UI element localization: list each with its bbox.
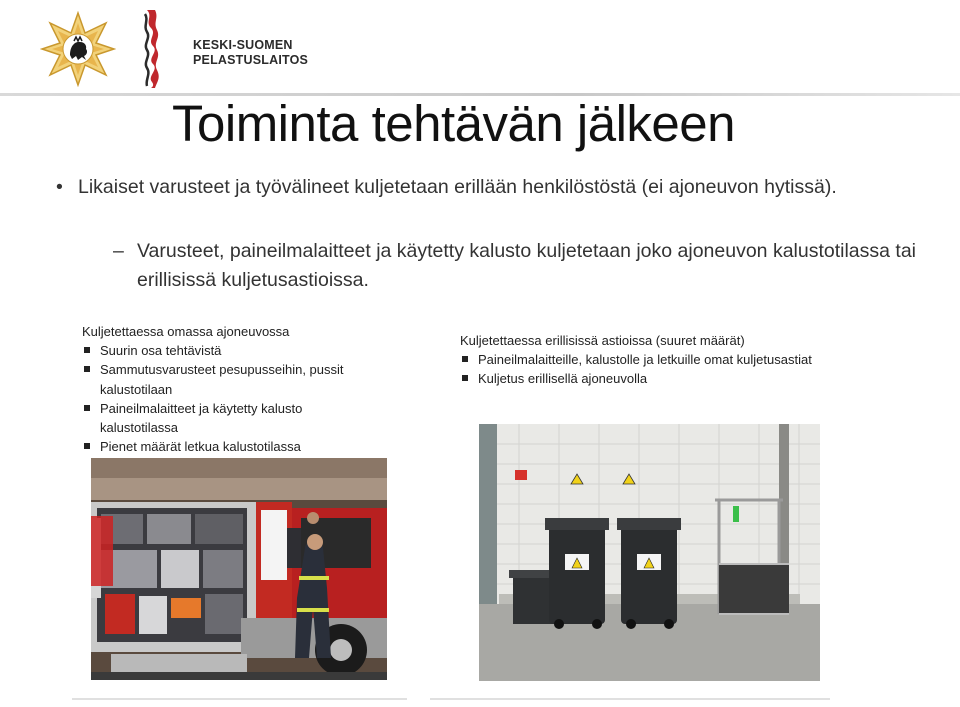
left-column-heading: Kuljetettaessa omassa ajoneuvossa: [82, 324, 290, 339]
sub-bullet-text: Varusteet, paineilmalaitteet ja käytetty kalusto kuljetetaan joko ajoneuvon kalustotilassa tai erillisissä kuljetusastioissa.: [137, 240, 917, 291]
left-column: [82, 322, 382, 456]
list-item: [82, 399, 382, 437]
org-name-line2: PELASTUSLAITOS: [193, 53, 309, 67]
square-bullet-icon: [462, 356, 468, 362]
org-name-line1: KESKI-SUOMEN: [193, 38, 293, 52]
left-column-list: [82, 341, 382, 456]
list-item: [82, 341, 382, 360]
right-column-heading: Kuljetettaessa erillisissä astioissa (suuret määrät): [460, 333, 745, 348]
list-item: [460, 369, 820, 388]
list-item-text: Pienet määrät letkua kalustotilassa: [100, 439, 301, 455]
footer-rule-left: [72, 698, 407, 700]
list-item: [82, 360, 382, 398]
sub-bullet: [113, 237, 917, 295]
rescue-star-logo-icon: [40, 11, 116, 87]
list-item-text: Suurin osa tehtävistä: [100, 343, 222, 359]
brand-red-flame-bar: [143, 8, 161, 90]
square-bullet-icon: [84, 405, 90, 411]
main-bullet-text: Likaiset varusteet ja työvälineet kuljetetaan erillään henkilöstöstä (ei ajoneuvon hytissä).: [78, 176, 837, 198]
list-item-text: Kuljetus erillisellä ajoneuvolla: [478, 371, 648, 387]
list-item: [82, 437, 382, 456]
organization-name: [193, 38, 308, 68]
square-bullet-icon: [84, 347, 90, 353]
list-item-text: Sammutusvarusteet pesupusseihin, pussit kalustotilaan: [100, 362, 344, 397]
square-bullet-icon: [462, 375, 468, 381]
list-item-text: Paineilmalaitteille, kalustolle ja letkuille omat kuljetusastiat: [478, 352, 812, 368]
list-item-text: Paineilmalaitteet ja käytetty kalusto kalustotilassa: [100, 400, 303, 436]
square-bullet-icon: [84, 366, 90, 372]
main-bullet: [56, 174, 918, 201]
square-bullet-icon: [84, 443, 90, 449]
list-item: [460, 350, 820, 369]
fire-truck-photo: [91, 458, 387, 680]
transport-bins-photo: [479, 424, 820, 681]
bullet-dot-icon: •: [56, 176, 63, 198]
slide-title: Toiminta tehtävän jälkeen: [172, 95, 736, 152]
bullet-dash-icon: –: [113, 240, 124, 262]
right-column: [460, 331, 820, 389]
footer-rule-right: [430, 698, 830, 700]
right-column-list: [460, 350, 820, 388]
